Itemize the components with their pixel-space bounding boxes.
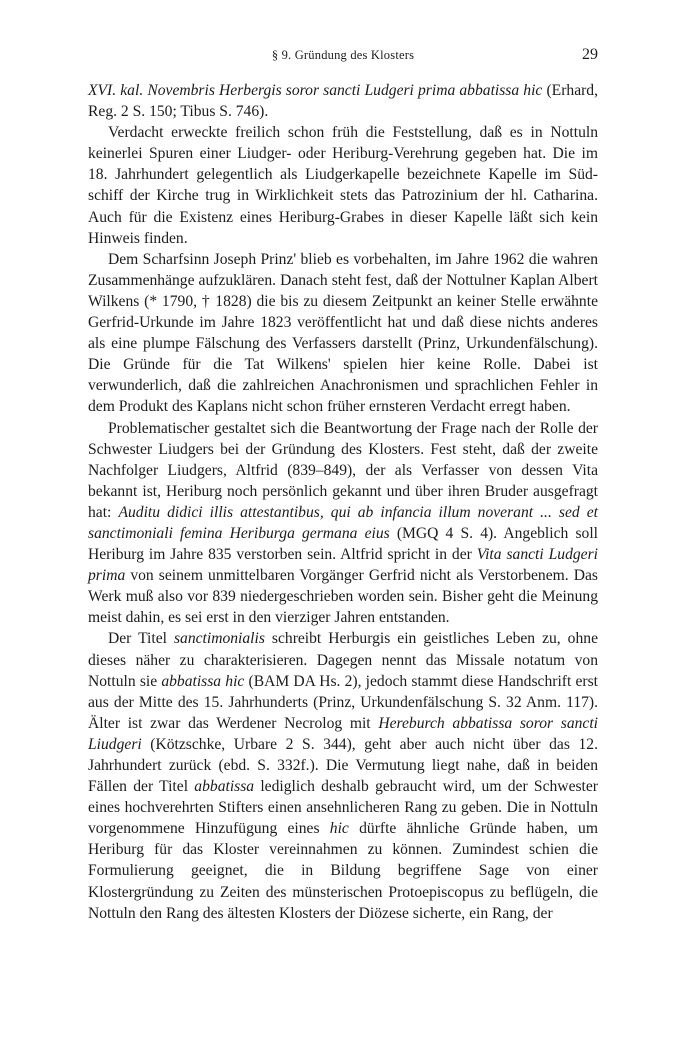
body-text [88, 80, 598, 924]
page-header [88, 48, 598, 68]
latin-quote: Hereburch abbatissa soror sancti Liudgeri [88, 714, 598, 753]
paragraph-3 [88, 249, 598, 418]
text-segment: (Erhard, Reg. 2 S. 150; Tibus S. 746). [88, 82, 598, 121]
latin-term: abbatissa hic [161, 672, 245, 690]
latin-quote: XVI. kal. Novembris Herbergis soror sancti Ludgeri prima abbatissa hic [88, 82, 543, 99]
paragraph-5 [88, 628, 598, 923]
paragraph-4 [88, 418, 598, 629]
text-segment: Problematischer gestaltet sich die Beantwortung der Frage nach der Rolle der Schwester Liudgers bei der Gründung des Klosters. Fest steht, daß der zweite Nachfolger Liudgers, Altfrid (839–849), der als Verfasser von dessen Vita bekannt ist, Heriburg noch persönlich gekannt und über ihren Bruder ausgefragt hat: [88, 419, 598, 521]
text-segment: schreibt Herburgis ein geistliches Leben zu, ohne dieses näher zu charakterisieren. Dagegen nennt das Missale notatum von Nottuln sie [88, 630, 598, 690]
running-title: § 9. Gründung des Klosters [271, 48, 415, 62]
latin-quote: Auditu didici illis attestantibus, qui ab infancia illum noverant ... sed et sanctimoniali femina Heriburga germana eius [88, 503, 598, 542]
text-segment: (MGQ 4 S. 4). Angeblich soll Heriburg im Jahre 835 verstorben sein. Altfrid spricht in der [88, 524, 598, 564]
text-segment: lediglich deshalb gebraucht wird, um der Schwester eines hochverehrten Stifters einen ansehnlicheren Rang zu geben. Die in Nottuln vorgenommene Hinzufügung eines [88, 778, 599, 838]
text-segment: Verdacht erweckte freilich schon früh die Feststellung, daß es in Nottuln keinerlei Spuren einer Liudger- oder Heriburg-Verehrung gegeben hat. Die im 18. Jahrhundert gelegentlich als Liudgerkapelle bezeichnete Kapelle im Südschiff der Kirche trug in Wirklichkeit stets das Patrozinium der hl. Catharina. Auch für die Existenz eines Heriburg-Grabes in dieser Kapelle läßt sich kein Hinweis finden. [88, 124, 598, 247]
latin-term: sanctimonialis [173, 630, 265, 648]
latin-term: hic [329, 820, 349, 838]
text-segment: von seinem unmittelbaren Vorgänger Gerfrid nicht als Verstorbenem. Das Werk muß also vor 839 niedergeschrieben worden sein. Bisher geht die Meinung meist dahin, es sei erst in den vierziger Jahren entstanden. [88, 567, 598, 627]
text-segment: (BAM DA Hs. 2), jedoch stammt diese Handschrift erst aus der Mitte des 15. Jahrhunderts (Prinz, Urkundenfälschung S. 32 Anm. 117). Älter ist zwar das Werdener Necrolog mit [88, 672, 598, 732]
paragraph-2 [88, 122, 598, 249]
latin-term: abbatissa [194, 778, 255, 796]
text-segment: Der Titel [108, 630, 174, 648]
text-segment: (Kötzschke, Urbare 2 S. 344), geht aber auch nicht über das 12. Jahrhundert zurück (ebd. S. 332f.). Die Vermutung liegt nahe, daß in beiden Fällen der Titel [88, 735, 598, 796]
page-number: 29 [582, 46, 598, 63]
paragraph-1 [88, 80, 598, 122]
text-segment: dürfte ähnliche Gründe haben, um Heriburg für das Kloster vereinnahmen zu können. Zumindest schien die Formulierung geeignet, die in Bildung begriffene Sage von einer Klostergründung zu Zeiten des münsterischen Protoepiscopus zu beflügeln, die Nottuln den Rang des ältesten Klosters der Diözese sicherte, ein Rang, der [88, 820, 598, 922]
text-segment: Dem Scharfsinn Joseph Prinz' blieb es vorbehalten, im Jahre 1962 die wahren Zusammenhänge aufzuklären. Danach steht fest, daß der Nottulner Kaplan Albert Wilkens (* 1790, † 1828) die bis zu diesem Zeitpunkt an keiner Stelle erwähnte Gerfrid-Urkunde im Jahre 1823 veröffentlicht hat und daß diese nichts anderes als eine plumpe Fälschung des Verfassers darstellt (Prinz, Urkundenfälschung). Die Gründe für die Tat Wilkens' spielen hier keine Rolle. Dabei ist verwunderlich, daß die zahlreichen Anachronismen und sprachlichen Fehler in dem Produkt des Kaplans nicht schon früher ernsteren Verdacht erregt haben. [88, 250, 598, 416]
latin-title: Vita sancti Ludgeri prima [88, 546, 598, 585]
